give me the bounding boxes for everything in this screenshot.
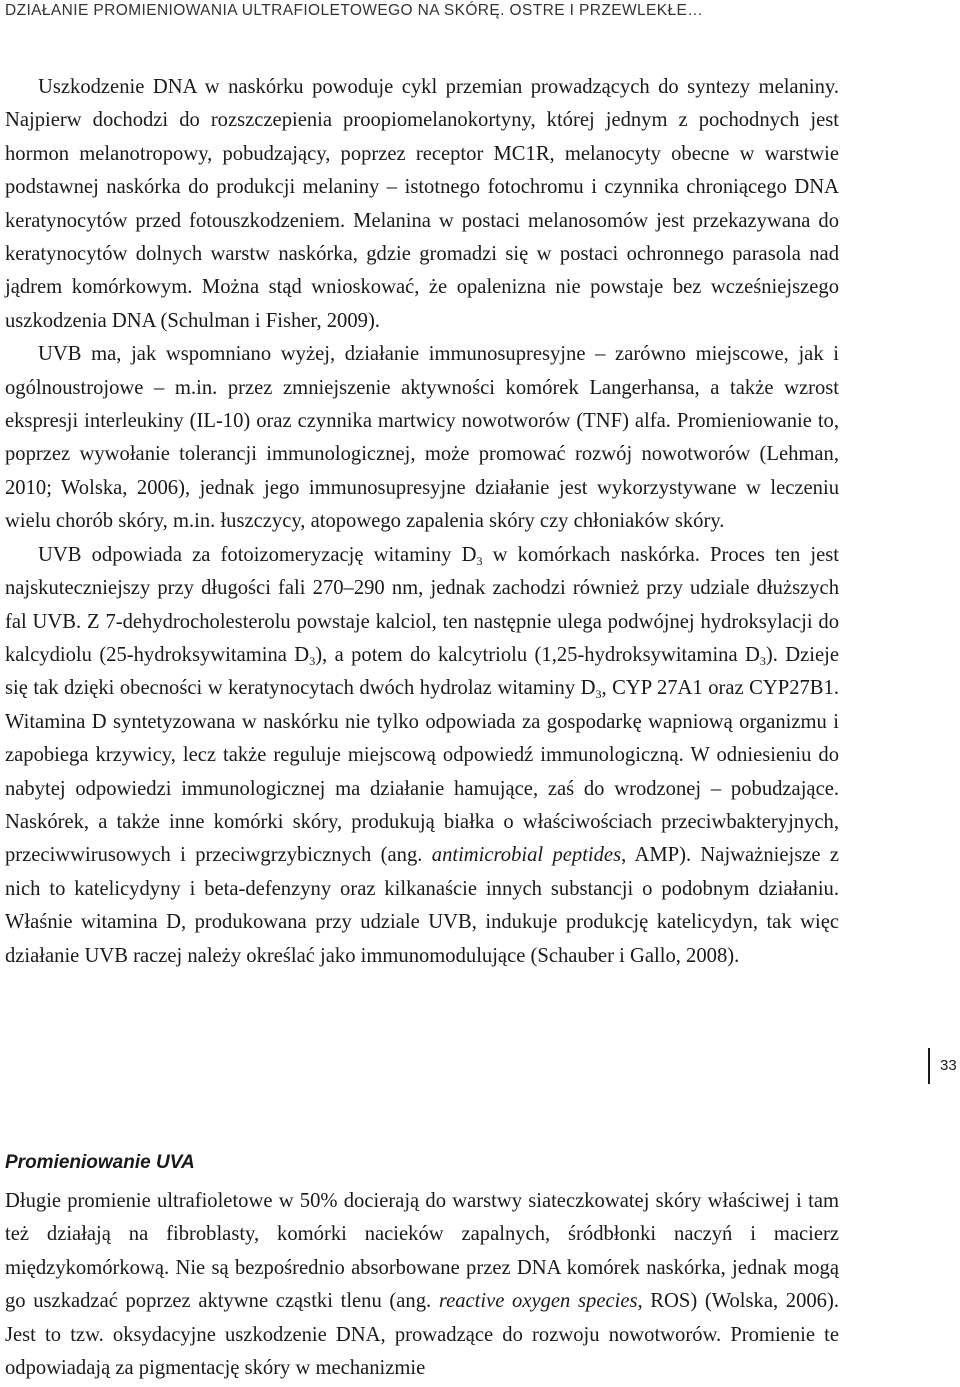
subscript-3: 3 [309, 653, 316, 668]
subscript-3: 3 [759, 653, 766, 668]
section-heading-uva: Promieniowanie UVA [5, 1152, 195, 1173]
paragraph-dna-melanin: Uszkodzenie DNA w naskórku powoduje cykl przemian prowadzących do syntezy melaniny. Najpierw dochodzi do rozszczepienia proopiomelanokortyny, której jednym z pochodnych jest hormon melanotropowy, pobudzający, poprzez receptor MC1R, melanocyty obecne w warstwie podstawnej naskórka do produkcji melaniny – istotnego fotochromu i czynnika chroniącego DNA keratynocytów przed fotouszkodzeniem. Melanina w postaci melanosomów jest przekazywana do keratynocytów dolnych warstw naskórka, gdzie gromadzi się w postaci ochronnego parasola nad jądrem komórkowym. Można stąd wnioskować, że opalenizna nie powstaje bez wcześniejszego uszkodzenia DNA (Schulman i Fisher, 2009). [5, 76, 839, 332]
text-run: ), a potem do kalcytriolu (1,25-hydroksywitamina D [315, 643, 760, 666]
page-number-rule [928, 1048, 930, 1084]
section-text-uva [5, 1185, 839, 1385]
text-run: ). Dzieje się tak dzięki obecności w keratynocytach dwóch hydrolaz witaminy D [5, 643, 839, 700]
subscript-3: 3 [476, 553, 483, 568]
paragraph-uvb-vitamin-d [5, 539, 839, 973]
paragraph-uva [5, 1185, 839, 1385]
subscript-3: 3 [595, 687, 602, 702]
italic-term: antimicrobial peptides [431, 844, 622, 867]
text-run: UVB odpowiada za fotoizomeryzację witaminy D [38, 543, 477, 566]
paragraph-uvb-immunosuppression: UVB ma, jak wspomniano wyżej, działanie immunosupresyjne – zarówno miejscowe, jak i ogólnoustrojowe – m.in. przez zmniejszenie aktywności komórek Langerhansa, a także wzrost ekspresji interleukiny (IL-10) oraz czynnika martwicy nowotworów (TNF) alfa. Promieniowanie to, poprzez wywołanie tolerancji immunologicznej, może promować rozwój nowotworów (Lehman, 2010; Wolska, 2006), jednak jego immunosupresyjne działanie jest wykorzystywane w leczeniu wielu chorób skóry, m.in. łuszczycy, atopowego zapalenia skóry czy chłoniaków skóry. [5, 343, 839, 533]
text-run: Długie promienie ultrafioletowe w 50% docierają do warstwy siateczkowatej skóry właściwej i tam też działają na fibroblasty, komórki nacieków zapalnych, śródbłonki naczyń i macierz międzykomórkową. Nie są bezpośrednio absorbowane przez DNA komórek naskórka, jednak mogą go uszkadzać poprzez aktywne cząstki tlenu (ang. [5, 1190, 839, 1313]
main-text [5, 71, 839, 973]
text-run: w komórkach naskórka. Proces ten jest najskuteczniejszy przy długości fali 270–290 nm, jednak zachodzi również przy udziale dłuższych fal UVB. Z 7-dehydrocholesterolu powstaje kalciol, ten następnie ulega podwójnej hydroksylacji do kalcydiolu (25-hydroksywitamina D [5, 543, 839, 666]
text-run: , ROS) (Wolska, 2006). Jest to tzw. oksydacyjne uszkodzenie DNA, prowadzące do rozwoju nowotworów. Promienie te odpowiadają za pigmentację skóry w mechanizmie [5, 1290, 839, 1380]
text-run: , CYP 27A1 oraz CYP27B1. Witamina D syntetyzowana w naskórku nie tylko odpowiada za gospodarkę wapniową organizmu i zapobiega krzywicy, lecz także reguluje miejscową odpowiedź immunologiczną. W odniesieniu do nabytej odpowiedzi immunologicznej ma działanie hamujące, zaś do wrodzonej – pobudzające. Naskórek, a także inne komórki skóry, produkują białka o właściwościach przeciwbakteryjnych, przeciwwirusowych i przeciwgrzybicznych (ang. [5, 677, 839, 867]
running-header: DZIAŁANIE PROMIENIOWANIA ULTRAFIOLETOWEGO NA SKÓRĘ. OSTRE I PRZEWLEKŁE… [5, 2, 704, 19]
italic-term: reactive oxygen species [438, 1290, 638, 1313]
text-run: , AMP). Najważniejsze z nich to katelicydyny i beta-defenzyny oraz kilkanaście innych substancji o podobnym działaniu. Właśnie witamina D, produkowana przy udziale UVB, indukuje produkcję katelicydyn, tak więc działanie UVB raczej należy określać jako immunomodulujące (Schauber i Gallo, 2008). [5, 844, 839, 967]
page-number: 33 [940, 1057, 957, 1074]
